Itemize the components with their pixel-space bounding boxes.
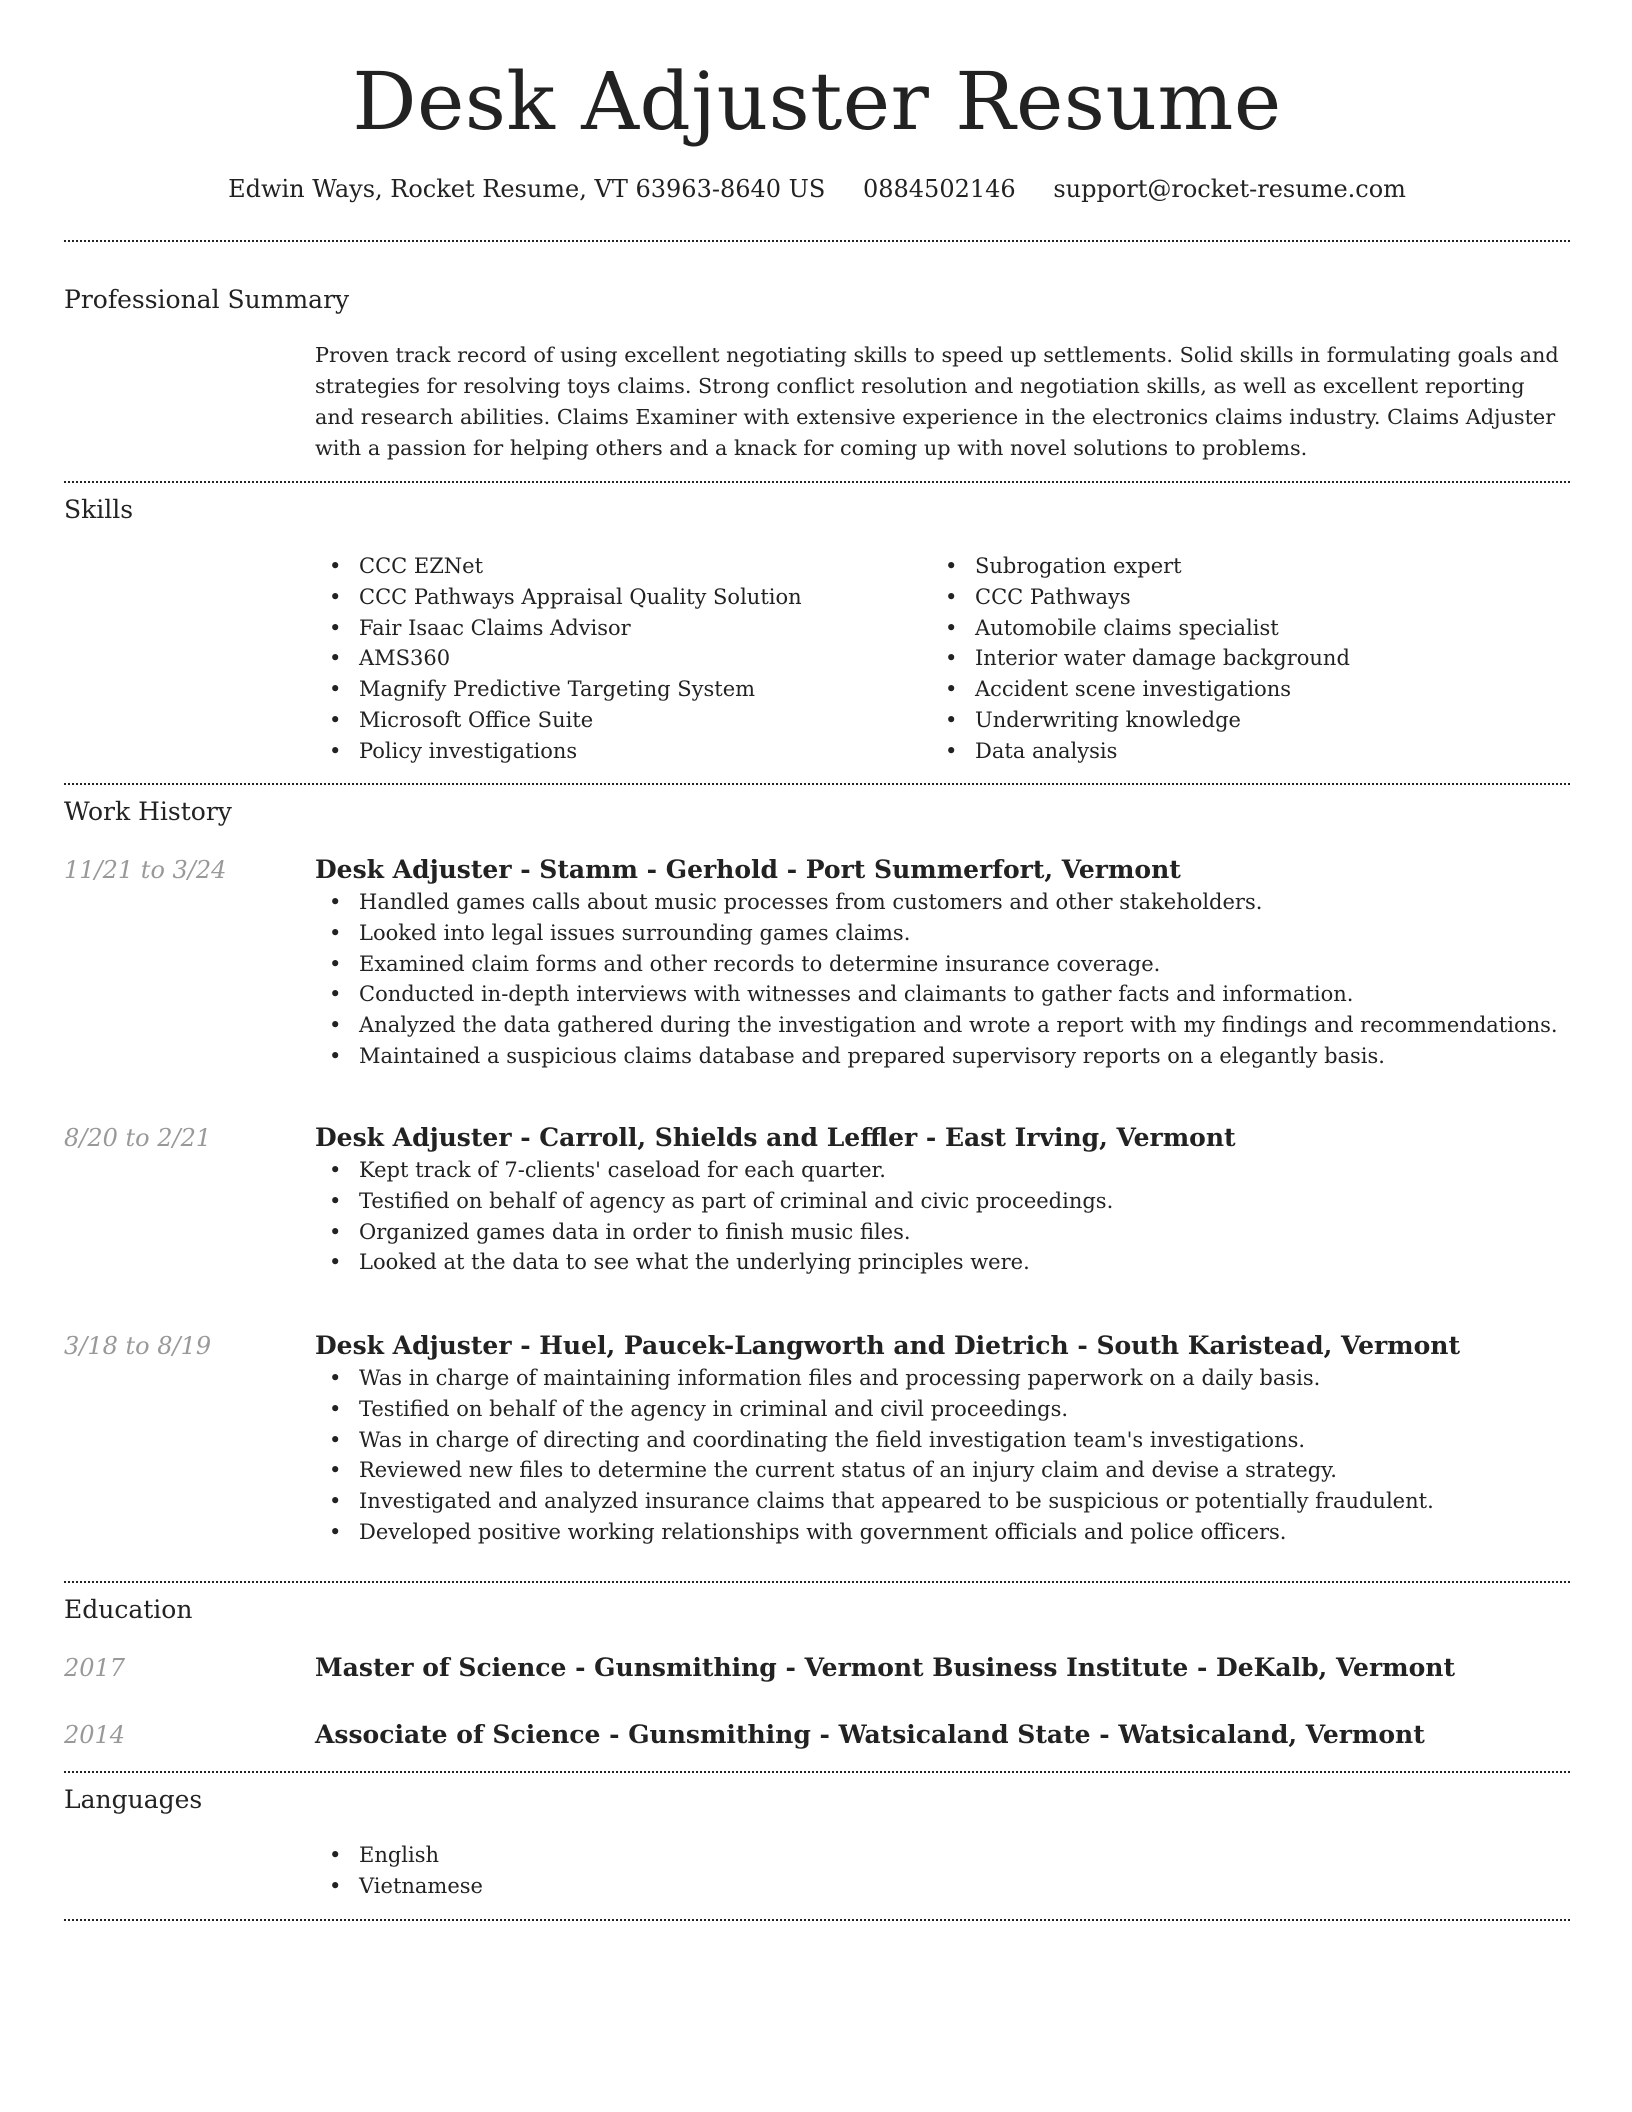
language-item: • English	[315, 1840, 1570, 1871]
job-bullet: • Maintained a suspicious claims database and prepared supervisory reports on a elegantly basis.	[315, 1041, 1570, 1072]
job-bullet: • Was in charge of maintaining information files and processing paperwork on a daily basis.	[315, 1363, 1570, 1394]
job-title: Desk Adjuster - Stamm - Gerhold - Port Summerfort, Vermont	[315, 855, 1181, 884]
job-title: Desk Adjuster - Huel, Paucek-Langworth and Dietrich - South Karistead, Vermont	[315, 1331, 1461, 1360]
divider	[64, 783, 1570, 785]
job-bullet: • Organized games data in order to finish music files.	[315, 1217, 1570, 1248]
education-degree: Master of Science - Gunsmithing - Vermont Business Institute - DeKalb, Vermont	[315, 1653, 1455, 1682]
job-entry	[315, 853, 1570, 1072]
language-item: • Vietnamese	[315, 1871, 1570, 1902]
job-bullet: • Investigated and analyzed insurance claims that appeared to be suspicious or potentially fraudulent.	[315, 1486, 1570, 1517]
job-bullet: • Developed positive working relationships with government officials and police officers.	[315, 1517, 1570, 1548]
contact-phone: 0884502146	[862, 175, 1016, 203]
education-entry	[315, 1718, 1570, 1752]
contact-email: support@rocket-resume.com	[1053, 175, 1406, 203]
job-bullet: • Looked at the data to see what the underlying principles were.	[315, 1247, 1570, 1278]
skill-item: • Policy investigations	[315, 736, 931, 767]
education-heading: Education	[64, 1595, 193, 1624]
job-bullet: • Testified on behalf of agency as part of criminal and civic proceedings.	[315, 1186, 1570, 1217]
divider	[64, 481, 1570, 483]
job-bullet: • Was in charge of directing and coordinating the field investigation team's investigations.	[315, 1425, 1570, 1456]
education-entry	[315, 1651, 1570, 1685]
education-degree: Associate of Science - Gunsmithing - Watsicaland State - Watsicaland, Vermont	[315, 1720, 1425, 1749]
job-bullet: • Conducted in-depth interviews with witnesses and claimants to gather facts and information.	[315, 979, 1570, 1010]
job-entry	[315, 1121, 1570, 1278]
job-bullets	[315, 1363, 1570, 1548]
skill-item: • Accident scene investigations	[931, 674, 1547, 705]
skill-item: • Microsoft Office Suite	[315, 705, 931, 736]
job-dates: 11/21 to 3/24	[64, 856, 227, 884]
job-bullet: • Analyzed the data gathered during the investigation and wrote a report with my findings and recommendations.	[315, 1010, 1570, 1041]
languages-heading: Languages	[64, 1785, 203, 1814]
divider	[64, 1581, 1570, 1583]
contact-line	[64, 172, 1570, 206]
job-bullet: • Handled games calls about music processes from customers and other stakeholders.	[315, 887, 1570, 918]
job-bullet: • Reviewed new files to determine the current status of an injury claim and devise a strategy.	[315, 1455, 1570, 1486]
skill-item: • Fair Isaac Claims Advisor	[315, 613, 931, 644]
job-dates: 8/20 to 2/21	[64, 1124, 212, 1152]
job-bullet: • Testified on behalf of the agency in criminal and civil proceedings.	[315, 1394, 1570, 1425]
skill-item: • Automobile claims specialist	[931, 613, 1547, 644]
summary-heading: Professional Summary	[64, 285, 350, 314]
skills-list-right	[931, 551, 1547, 767]
education-year: 2014	[64, 1721, 126, 1749]
skill-item: • Underwriting knowledge	[931, 705, 1547, 736]
skill-item: • AMS360	[315, 643, 931, 674]
job-bullet: • Examined claim forms and other records to determine insurance coverage.	[315, 949, 1570, 980]
resume-title: Desk Adjuster Resume	[352, 55, 1282, 148]
work-heading: Work History	[64, 797, 232, 826]
job-bullet: • Looked into legal issues surrounding games claims.	[315, 918, 1570, 949]
skills-list-left	[315, 551, 931, 767]
divider	[64, 1919, 1570, 1921]
summary-text: Proven track record of using excellent negotiating skills to speed up settlements. Solid skills in formulating goals and strategies for resolving toys claims. Strong conflict resolution and negotiation skills, as well as excellent reporting and research abilities. Claims Examiner with extensive experience in the electronics claims industry. Claims Adjuster with a passion for helping others and a knack for coming up with novel solutions to problems.	[315, 343, 1559, 460]
skill-item: • Interior water damage background	[931, 643, 1547, 674]
contact-address: Edwin Ways, Rocket Resume, VT 63963-8640 US	[228, 175, 826, 203]
skills-heading: Skills	[64, 495, 134, 524]
summary-section	[315, 340, 1570, 464]
education-year: 2017	[64, 1654, 126, 1682]
skill-item: • Magnify Predictive Targeting System	[315, 674, 931, 705]
divider	[64, 240, 1570, 242]
job-bullets	[315, 887, 1570, 1072]
job-dates: 3/18 to 8/19	[64, 1332, 212, 1360]
languages-list	[315, 1840, 1570, 1902]
job-bullet: • Kept track of 7-clients' caseload for each quarter.	[315, 1155, 1570, 1186]
skill-item: • CCC EZNet	[315, 551, 931, 582]
skill-item: • CCC Pathways Appraisal Quality Solution	[315, 582, 931, 613]
divider	[64, 1771, 1570, 1773]
job-bullets	[315, 1155, 1570, 1278]
job-entry	[315, 1329, 1570, 1548]
skill-item: • Data analysis	[931, 736, 1547, 767]
skill-item: • Subrogation expert	[931, 551, 1547, 582]
job-title: Desk Adjuster - Carroll, Shields and Leffler - East Irving, Vermont	[315, 1123, 1236, 1152]
languages-section	[315, 1840, 1570, 1902]
skill-item: • CCC Pathways	[931, 582, 1547, 613]
skills-section	[315, 551, 1570, 767]
